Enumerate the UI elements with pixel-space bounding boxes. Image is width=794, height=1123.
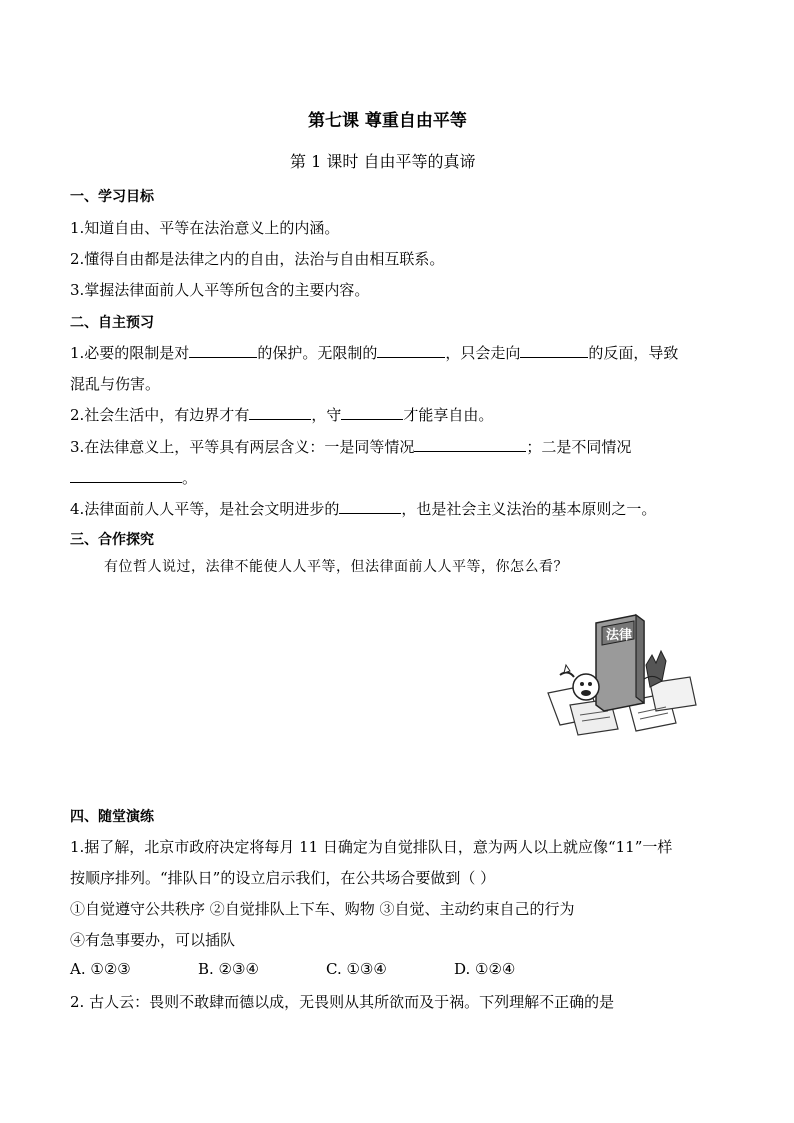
preview-question-3 xyxy=(70,436,631,457)
question-text: ；二是不同情况 xyxy=(526,438,632,456)
answer-blank[interactable] xyxy=(341,405,403,420)
practice-question-1: 1.据了解，北京市政府决定将每月 11 日确定为自觉排队日，意为两人以上就应像“11”一样 xyxy=(70,838,673,856)
section-heading-practice: 四、随堂演练 xyxy=(70,809,154,825)
question-text: 2.社会生活中，有边界才有 xyxy=(70,406,250,424)
answer-blank[interactable] xyxy=(377,343,445,358)
goal-item: 1.知道自由、平等在法治意义上的内涵。 xyxy=(70,219,340,237)
law-book-illustration xyxy=(540,605,700,740)
question-text: 的反面，导致 xyxy=(588,344,679,362)
question-text: 。 xyxy=(182,469,198,487)
question-text: ，只会走向 xyxy=(445,344,521,362)
goal-item: 3.掌握法律面前人人平等所包含的主要内容。 xyxy=(70,281,370,299)
lesson-subtitle: 第 1 课时 自由平等的真谛 xyxy=(290,152,476,171)
book-label: 法律 xyxy=(606,628,633,643)
question-text: ，守 xyxy=(311,406,342,424)
question-text: 才能享自由。 xyxy=(403,406,494,424)
goal-item: 2.懂得自由都是法律之内的自由，法治与自由相互联系。 xyxy=(70,250,445,268)
preview-question-4 xyxy=(70,498,656,519)
preview-question-1 xyxy=(70,342,678,363)
choice-c[interactable]: C. ①③④ xyxy=(326,960,387,978)
question-text: 4.法律面前人人平等，是社会文明进步的 xyxy=(70,500,340,518)
preview-question-3-cont xyxy=(70,467,197,488)
answer-blank[interactable] xyxy=(249,405,311,420)
question-text: 混乱与伤害。 xyxy=(70,375,161,393)
practice-options: ①自觉遵守公共秩序 ②自觉排队上下车、购物 ③自觉、主动约束自己的行为 xyxy=(70,900,575,918)
section-heading-preview: 二、自主预习 xyxy=(70,315,154,331)
answer-blank[interactable] xyxy=(70,468,182,483)
practice-question-2: 2. 古人云：畏则不敢肆而德以成，无畏则从其所欲而及于祸。下列理解不正确的是 xyxy=(70,993,615,1011)
answer-blank[interactable] xyxy=(339,499,401,514)
practice-options-cont: ④有急事要办，可以插队 xyxy=(70,931,236,949)
section-heading-goals: 一、学习目标 xyxy=(70,189,154,205)
choice-b[interactable]: B. ②③④ xyxy=(198,960,259,978)
law-book-image xyxy=(540,605,700,740)
preview-question-2 xyxy=(70,404,493,425)
section-heading-explore: 三、合作探究 xyxy=(70,532,154,548)
choice-a[interactable]: A. ①②③ xyxy=(70,960,131,978)
question-text: 的保护。无限制的 xyxy=(257,344,378,362)
answer-blank[interactable] xyxy=(414,437,526,452)
lesson-title: 第七课 尊重自由平等 xyxy=(308,111,467,131)
answer-choices xyxy=(70,960,564,978)
answer-blank[interactable] xyxy=(189,343,257,358)
question-text: 1.必要的限制是对 xyxy=(70,344,190,362)
question-text: 3.在法律意义上，平等具有两层含义：一是同等情况 xyxy=(70,438,415,456)
explore-prompt: 有位哲人说过，法律不能使人人平等，但法律面前人人平等，你怎么看？ xyxy=(104,559,568,575)
practice-question-1-cont: 按顺序排列。“排队日”的设立启示我们，在公共场合要做到（ ） xyxy=(70,869,496,887)
question-text: ，也是社会主义法治的基本原则之一。 xyxy=(401,500,657,518)
choice-d[interactable]: D. ①②④ xyxy=(454,960,516,978)
answer-blank[interactable] xyxy=(520,343,588,358)
